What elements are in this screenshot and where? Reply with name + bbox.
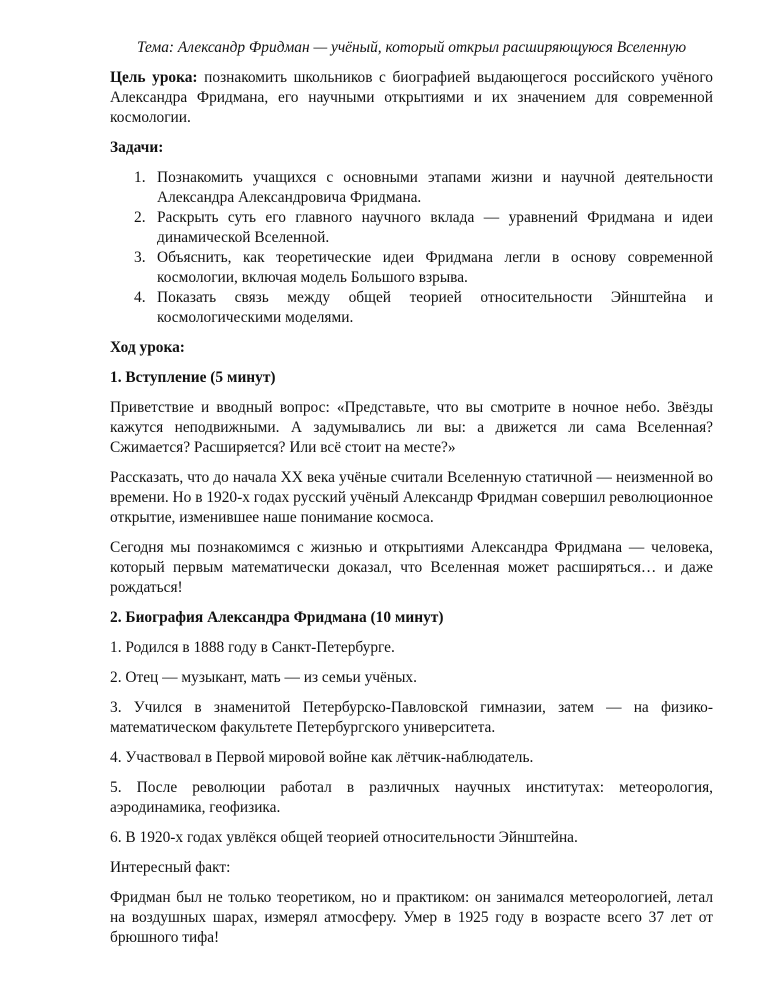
interesting-fact-text: Фридман был не только теоретиком, но и практиком: он занимался метеорологией, летал на воздушных шарах, измерял атмосферу. Умер в 1925 году в возрасте всего 37 лет от брюшного тифа! [110,889,713,946]
task-number: 2. [134,209,146,226]
bio-fact: 5. После революции работал в различных научных институтах: метеорология, аэродинамика, геофизика. [110,779,713,816]
course-heading: Ход урока: [110,339,185,356]
task-item [110,168,713,208]
tasks-heading: Задачи: [110,139,164,156]
lesson-goal [110,68,713,128]
section1-paragraph: Приветствие и вводный вопрос: «Представьте, что вы смотрите в ночное небо. Звёзды кажутся неподвижными. А задумывались ли вы: а движется ли сама Вселенная? Сжимается? Расширяется? Или всё стоит на месте?» [110,399,713,456]
task-item [110,208,713,248]
task-number: 1. [134,169,146,186]
section1-paragraph: Сегодня мы познакомимся с жизнью и открытиями Александра Фридмана — человека, который первым математически доказал, что Вселенная может расширяться… и даже рождаться! [110,539,713,596]
document-page [110,38,713,958]
task-text: Раскрыть суть его главного научного вклада — уравнений Фридмана и идеи динамической Вселенной. [157,209,713,246]
bio-fact: 6. В 1920-х годах увлёкся общей теорией относительности Эйнштейна. [110,829,578,846]
lesson-goal-label: Цель урока: [110,69,198,86]
task-number: 4. [134,289,146,306]
bio-fact: 2. Отец — музыкант, мать — из семьи учёных. [110,669,417,686]
task-item [110,288,713,328]
section2-heading: 2. Биография Александра Фридмана (10 минут) [110,609,444,626]
section1-heading: 1. Вступление (5 минут) [110,369,276,386]
task-text: Объяснить, как теоретические идеи Фридмана легли в основу современной космологии, включая модель Большого взрыва. [157,249,713,286]
lesson-goal-text: познакомить школьников с биографией выдающегося российского учёного Александра Фридмана, его научными открытиями и их значением для современной космологии. [110,69,713,126]
interesting-fact-label: Интересный факт: [110,859,231,876]
task-item [110,248,713,288]
bio-fact: 4. Участвовал в Первой мировой войне как лётчик-наблюдатель. [110,749,534,766]
task-text: Показать связь между общей теорией относительности Эйнштейна и космологическими моделями. [157,289,713,326]
document-title: Тема: Александр Фридман — учёный, который открыл расширяющуюся Вселенную [136,39,687,56]
task-number: 3. [134,249,146,266]
section1-paragraph: Рассказать, что до начала XX века учёные считали Вселенную статичной — неизменной во времени. Но в 1920-х годах русский учёный Александр Фридман совершил революционное открытие, изменившее наше понимание космоса. [110,469,713,526]
tasks-list [110,168,713,328]
bio-fact: 1. Родился в 1888 году в Санкт-Петербурге. [110,639,395,656]
bio-fact: 3. Учился в знаменитой Петербурско-Павловской гимназии, затем — на физико-математическом факультете Петербургского университета. [110,699,713,736]
task-text: Познакомить учащихся с основными этапами жизни и научной деятельности Александра Александровича Фридмана. [157,169,713,206]
